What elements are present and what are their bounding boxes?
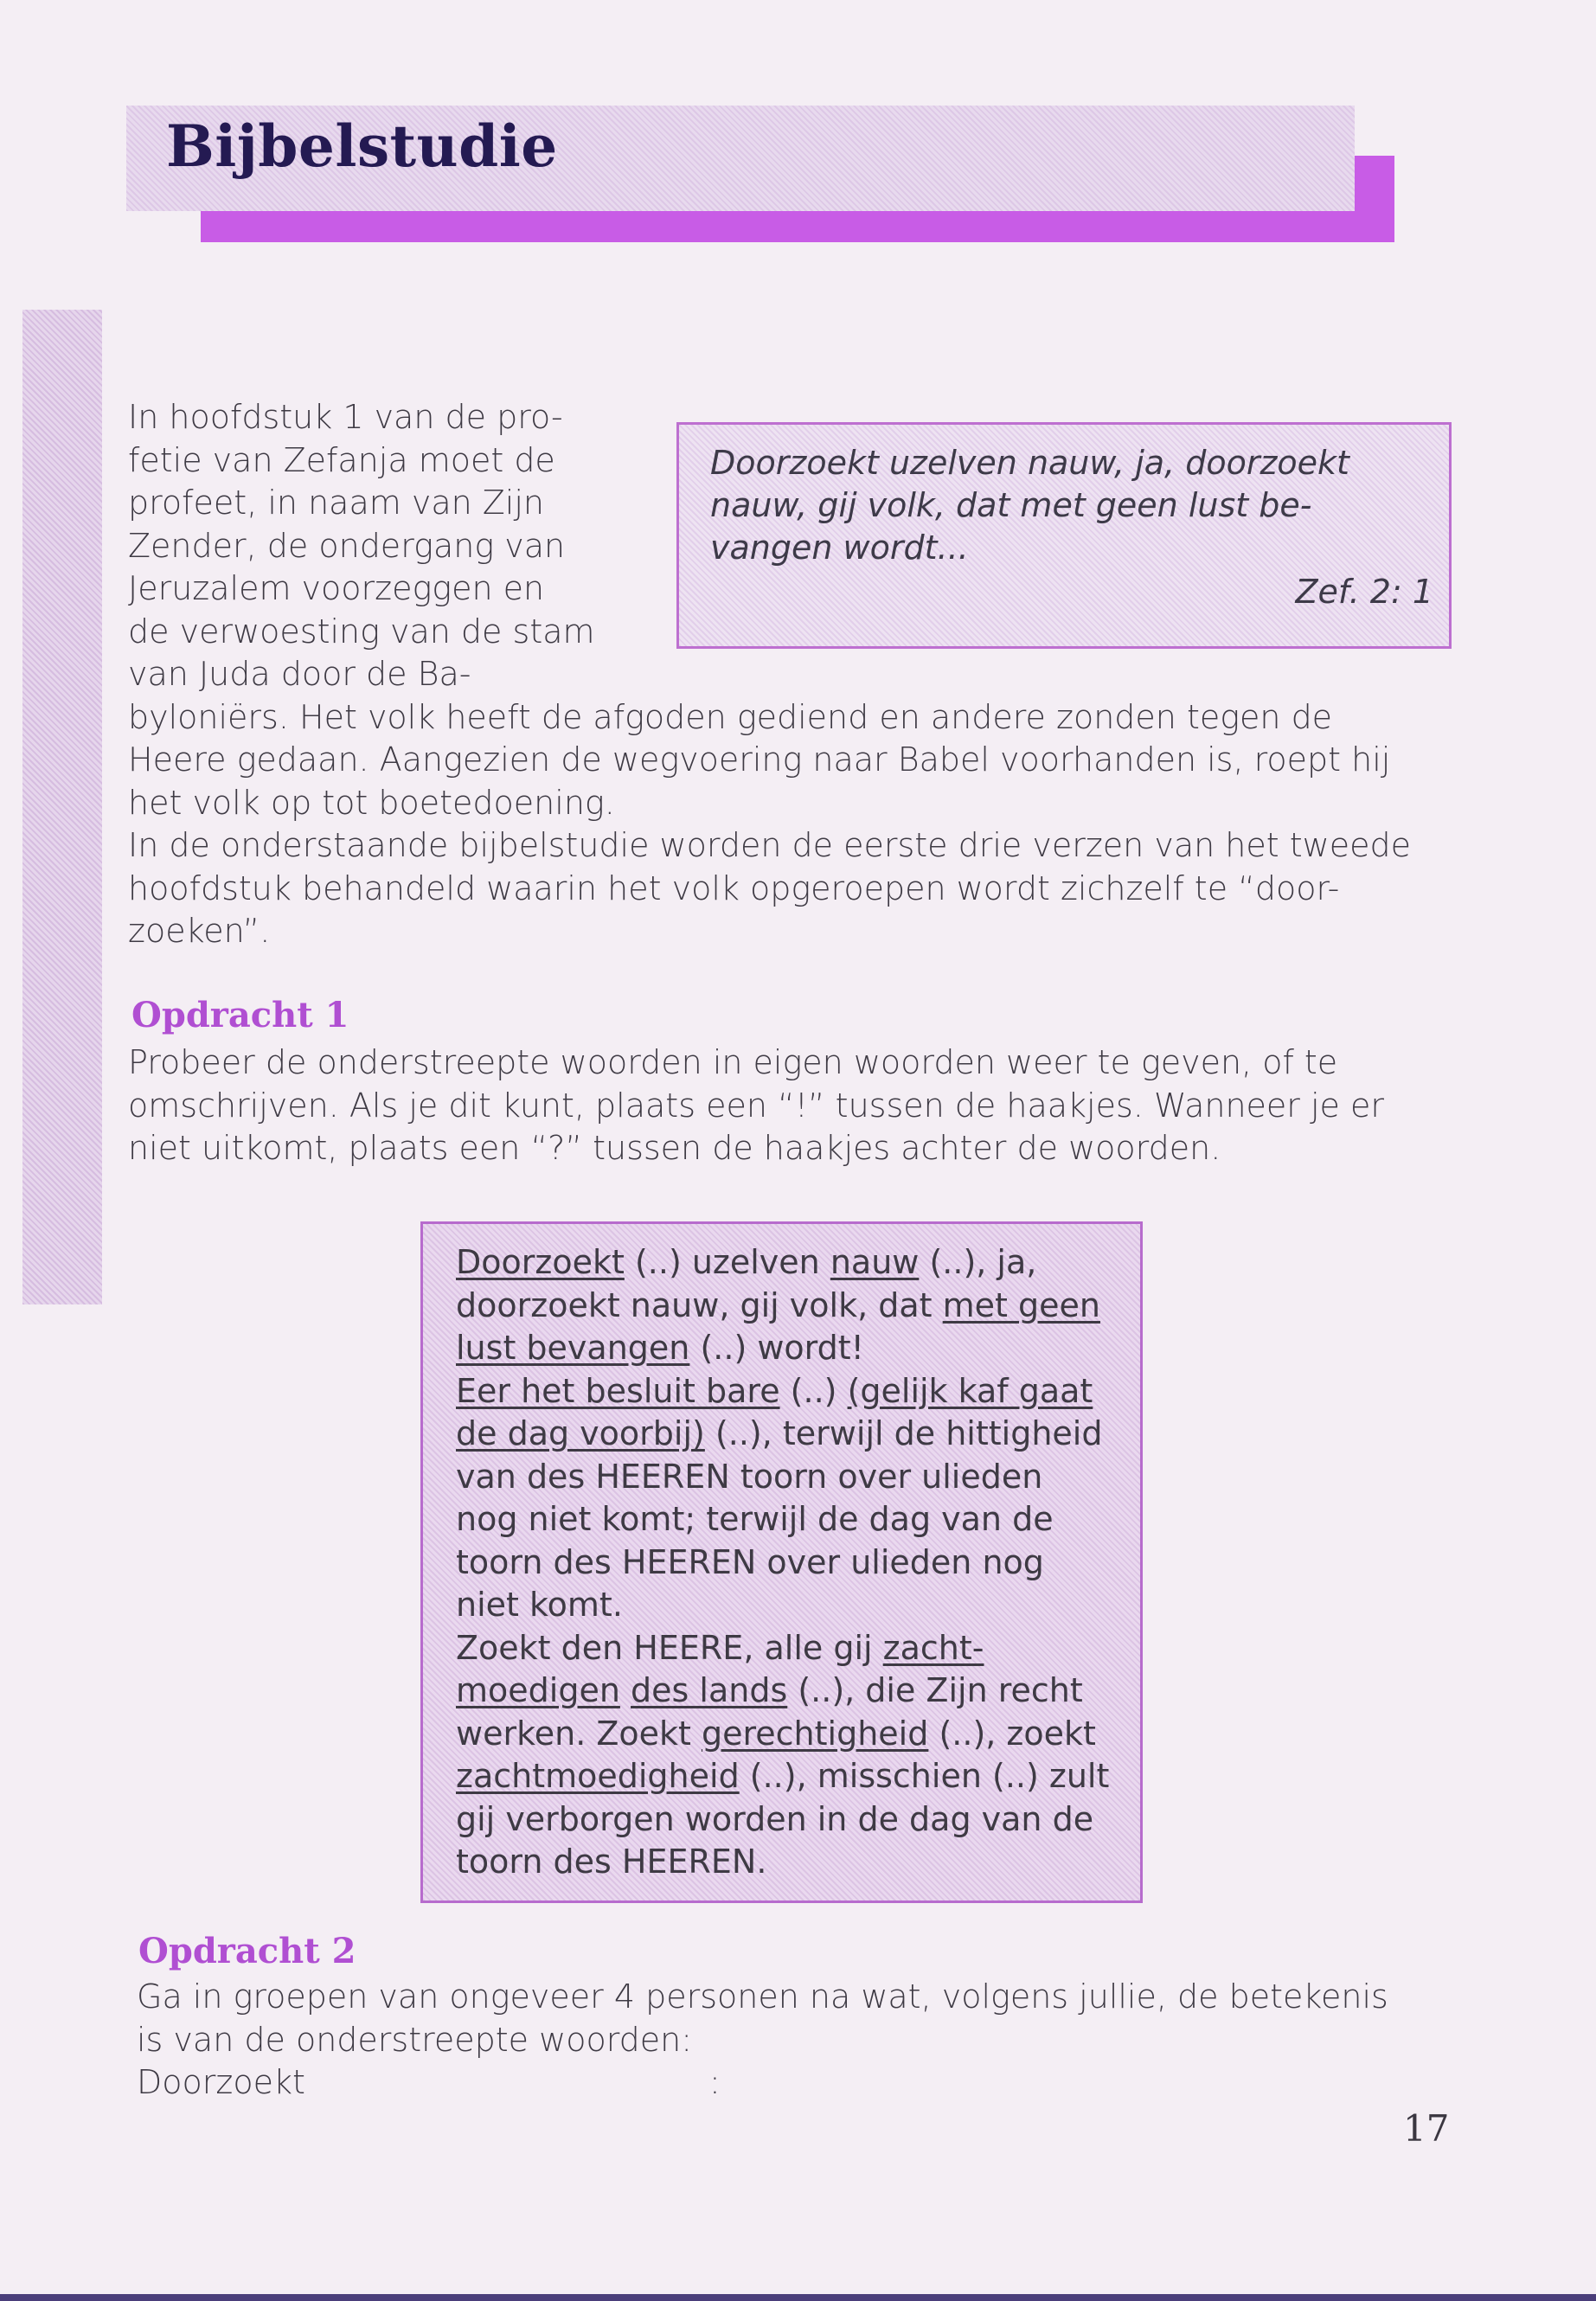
page-title: Bijbelstudie [166,112,558,180]
intro-section [128,396,1452,953]
intro-line: Zender, de ondergang van [128,526,566,565]
assignment-2-term-row [137,2061,1460,2105]
scripture-line: lust bevangen (..) wordt! [456,1329,864,1367]
scripture-line: Eer het besluit bare (..) (gelijk kaf gaat [456,1371,1093,1410]
intro-line: het volk op tot boetedoening. [128,783,615,822]
quote-box [676,422,1452,649]
assignment-2-line: Ga in groepen van ongeveer 4 personen na wat, volgens jullie, de betekenis [137,1977,1388,2016]
page-bottom-edge [0,2294,1596,2301]
scripture-line: gij verborgen worden in de dag van de [456,1799,1094,1838]
scripture-line: toorn des HEEREN. [456,1843,767,1881]
scripture-line: niet komt. [456,1586,623,1624]
scripture-line: toorn des HEEREN over ulieden nog [456,1542,1044,1581]
intro-line: van Juda door de Ba- [128,655,471,693]
intro-line: hoofdstuk behandeld waarin het volk opgeroepen wordt zichzelf te “door- [128,868,1340,907]
scripture-box [420,1221,1143,1903]
assignment-1-heading: Opdracht 1 [131,995,349,1035]
assignment-1-text [128,1042,1452,1170]
scripture-line: van des HEEREN toorn over ulieden [456,1457,1043,1496]
scripture-line: zachtmoedigheid (..), misschien (..) zult [456,1757,1110,1795]
intro-line: de verwoesting van de stam [128,612,595,651]
scripture-line: doorzoekt nauw, gij volk, dat met geen [456,1285,1100,1324]
quote-line: vangen wordt... [710,529,969,567]
scripture-line: moedigen des lands (..), die Zijn recht [456,1671,1083,1709]
intro-line: Heere gedaan. Aangezien de wegvoering naar Babel voorhanden is, roept hij [128,740,1391,779]
intro-line: In hoofdstuk 1 van de pro- [128,398,563,436]
assignment-2-term: Doorzoekt [137,2063,305,2101]
assignment-1-line: niet uitkomt, plaats een “?” tussen de haakjes achter de woorden. [128,1129,1221,1167]
intro-line: profeet, in naam van Zijn [128,484,544,522]
scripture-line: nog niet komt; terwijl de dag van de [456,1500,1054,1538]
assignment-2-text [137,1976,1460,2105]
intro-line: In de onderstaande bijbelstudie worden de eerste drie verzen van het tweede [128,826,1411,864]
scripture-line: Doorzoekt (..) uzelven nauw (..), ja, [456,1243,1037,1281]
quote-line: nauw, gij volk, dat met geen lust be- [710,486,1312,524]
quote-reference: Zef. 2: 1 [1295,573,1433,611]
assignment-2-heading: Opdracht 2 [138,1931,356,1971]
intro-line: zoeken”. [128,912,271,950]
scripture-line: werken. Zoekt gerechtigheid (..), zoekt [456,1714,1096,1753]
scripture-line: de dag voorbij) (..), terwijl de hittigheid [456,1414,1103,1452]
side-decoration-bar [22,310,102,1304]
intro-line: fetie van Zefanja moet de [128,440,555,479]
assignment-2-line: is van de onderstreepte woorden: [137,2020,693,2059]
scripture-line: Zoekt den HEERE, alle gij zacht- [456,1628,984,1667]
assignment-1-line: Probeer de onderstreepte woorden in eigen woorden weer te geven, of te [128,1043,1338,1081]
page-number: 17 [1403,2107,1450,2150]
assignment-1-line: omschrijven. Als je dit kunt, plaats een “!” tussen de haakjes. Wanneer je er [128,1086,1385,1125]
quote-line: Doorzoekt uzelven nauw, ja, doorzoekt [710,444,1349,482]
intro-line: Jeruzalem voorzeggen en [128,569,545,607]
intro-line: byloniërs. Het volk heeft de afgoden gediend en andere zonden tegen de [128,697,1333,736]
assignment-2-colon: : [709,2063,721,2101]
